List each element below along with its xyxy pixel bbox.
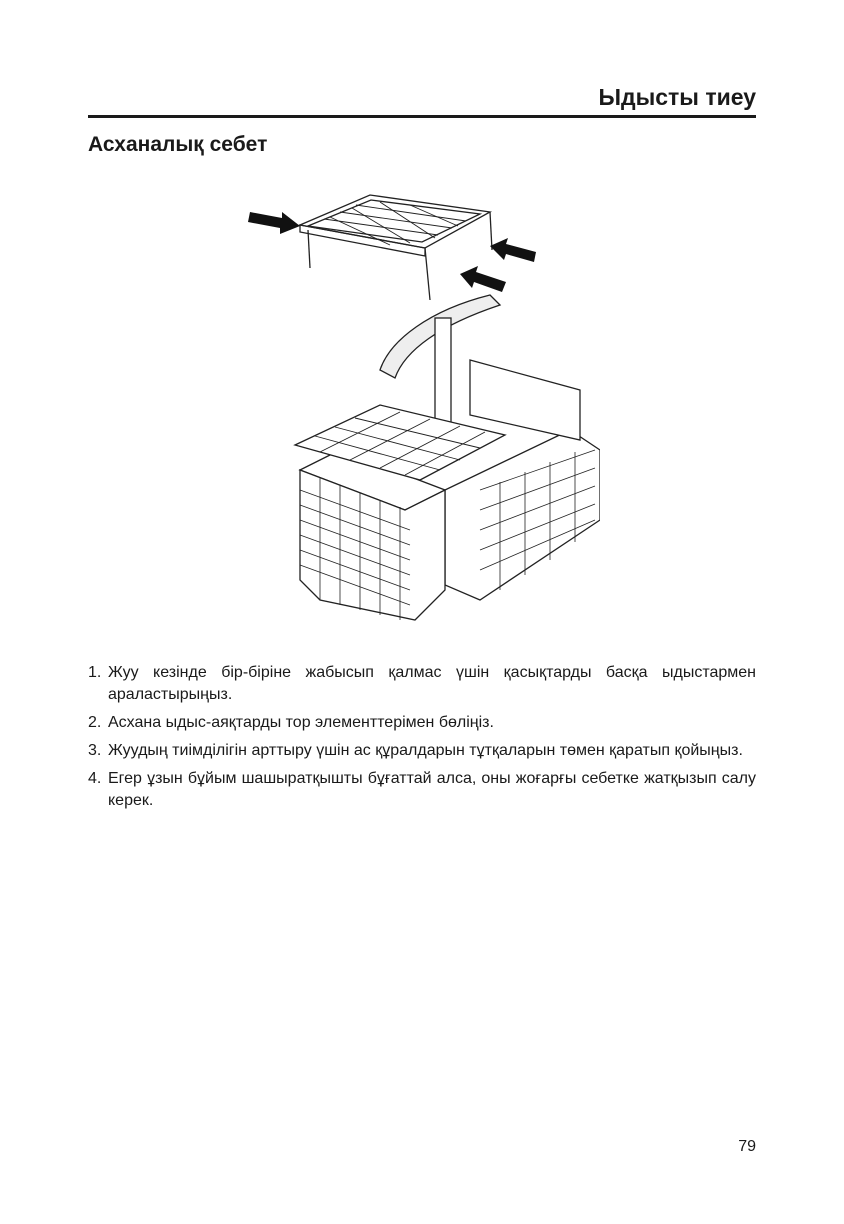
header-rule	[88, 115, 756, 118]
item-number: 4.	[88, 770, 102, 787]
list-item	[88, 712, 756, 734]
item-text: Жуудың тиімділігін арттыру үшін ас құралдарын тұтқаларын төмен қаратып қойыңыз.	[108, 742, 743, 759]
list-item	[88, 662, 756, 706]
item-number: 1.	[88, 664, 102, 681]
item-number: 3.	[88, 742, 102, 759]
list-item	[88, 768, 756, 812]
item-text: Жуу кезінде бір-біріне жабысып қалмас үшін қасықтарды басқа ыдыстармен араластырыңыз.	[108, 664, 756, 703]
item-text: Асхана ыдыс-аяқтарды тор элементтерімен бөліңіз.	[108, 714, 494, 731]
list-item	[88, 740, 756, 762]
page-number: 79	[738, 1138, 756, 1155]
item-text: Егер ұзын бұйым шашыратқышты бұғаттай алса, оны жоғарғы себетке жатқызып салу керек.	[108, 770, 756, 809]
instruction-list	[88, 662, 756, 818]
section-title: Асханалық себет	[88, 133, 268, 156]
item-number: 2.	[88, 714, 102, 731]
lid-grid	[300, 195, 492, 300]
cutlery-basket-illustration	[240, 190, 600, 640]
running-header: Ыдысты тиеу	[598, 84, 756, 110]
